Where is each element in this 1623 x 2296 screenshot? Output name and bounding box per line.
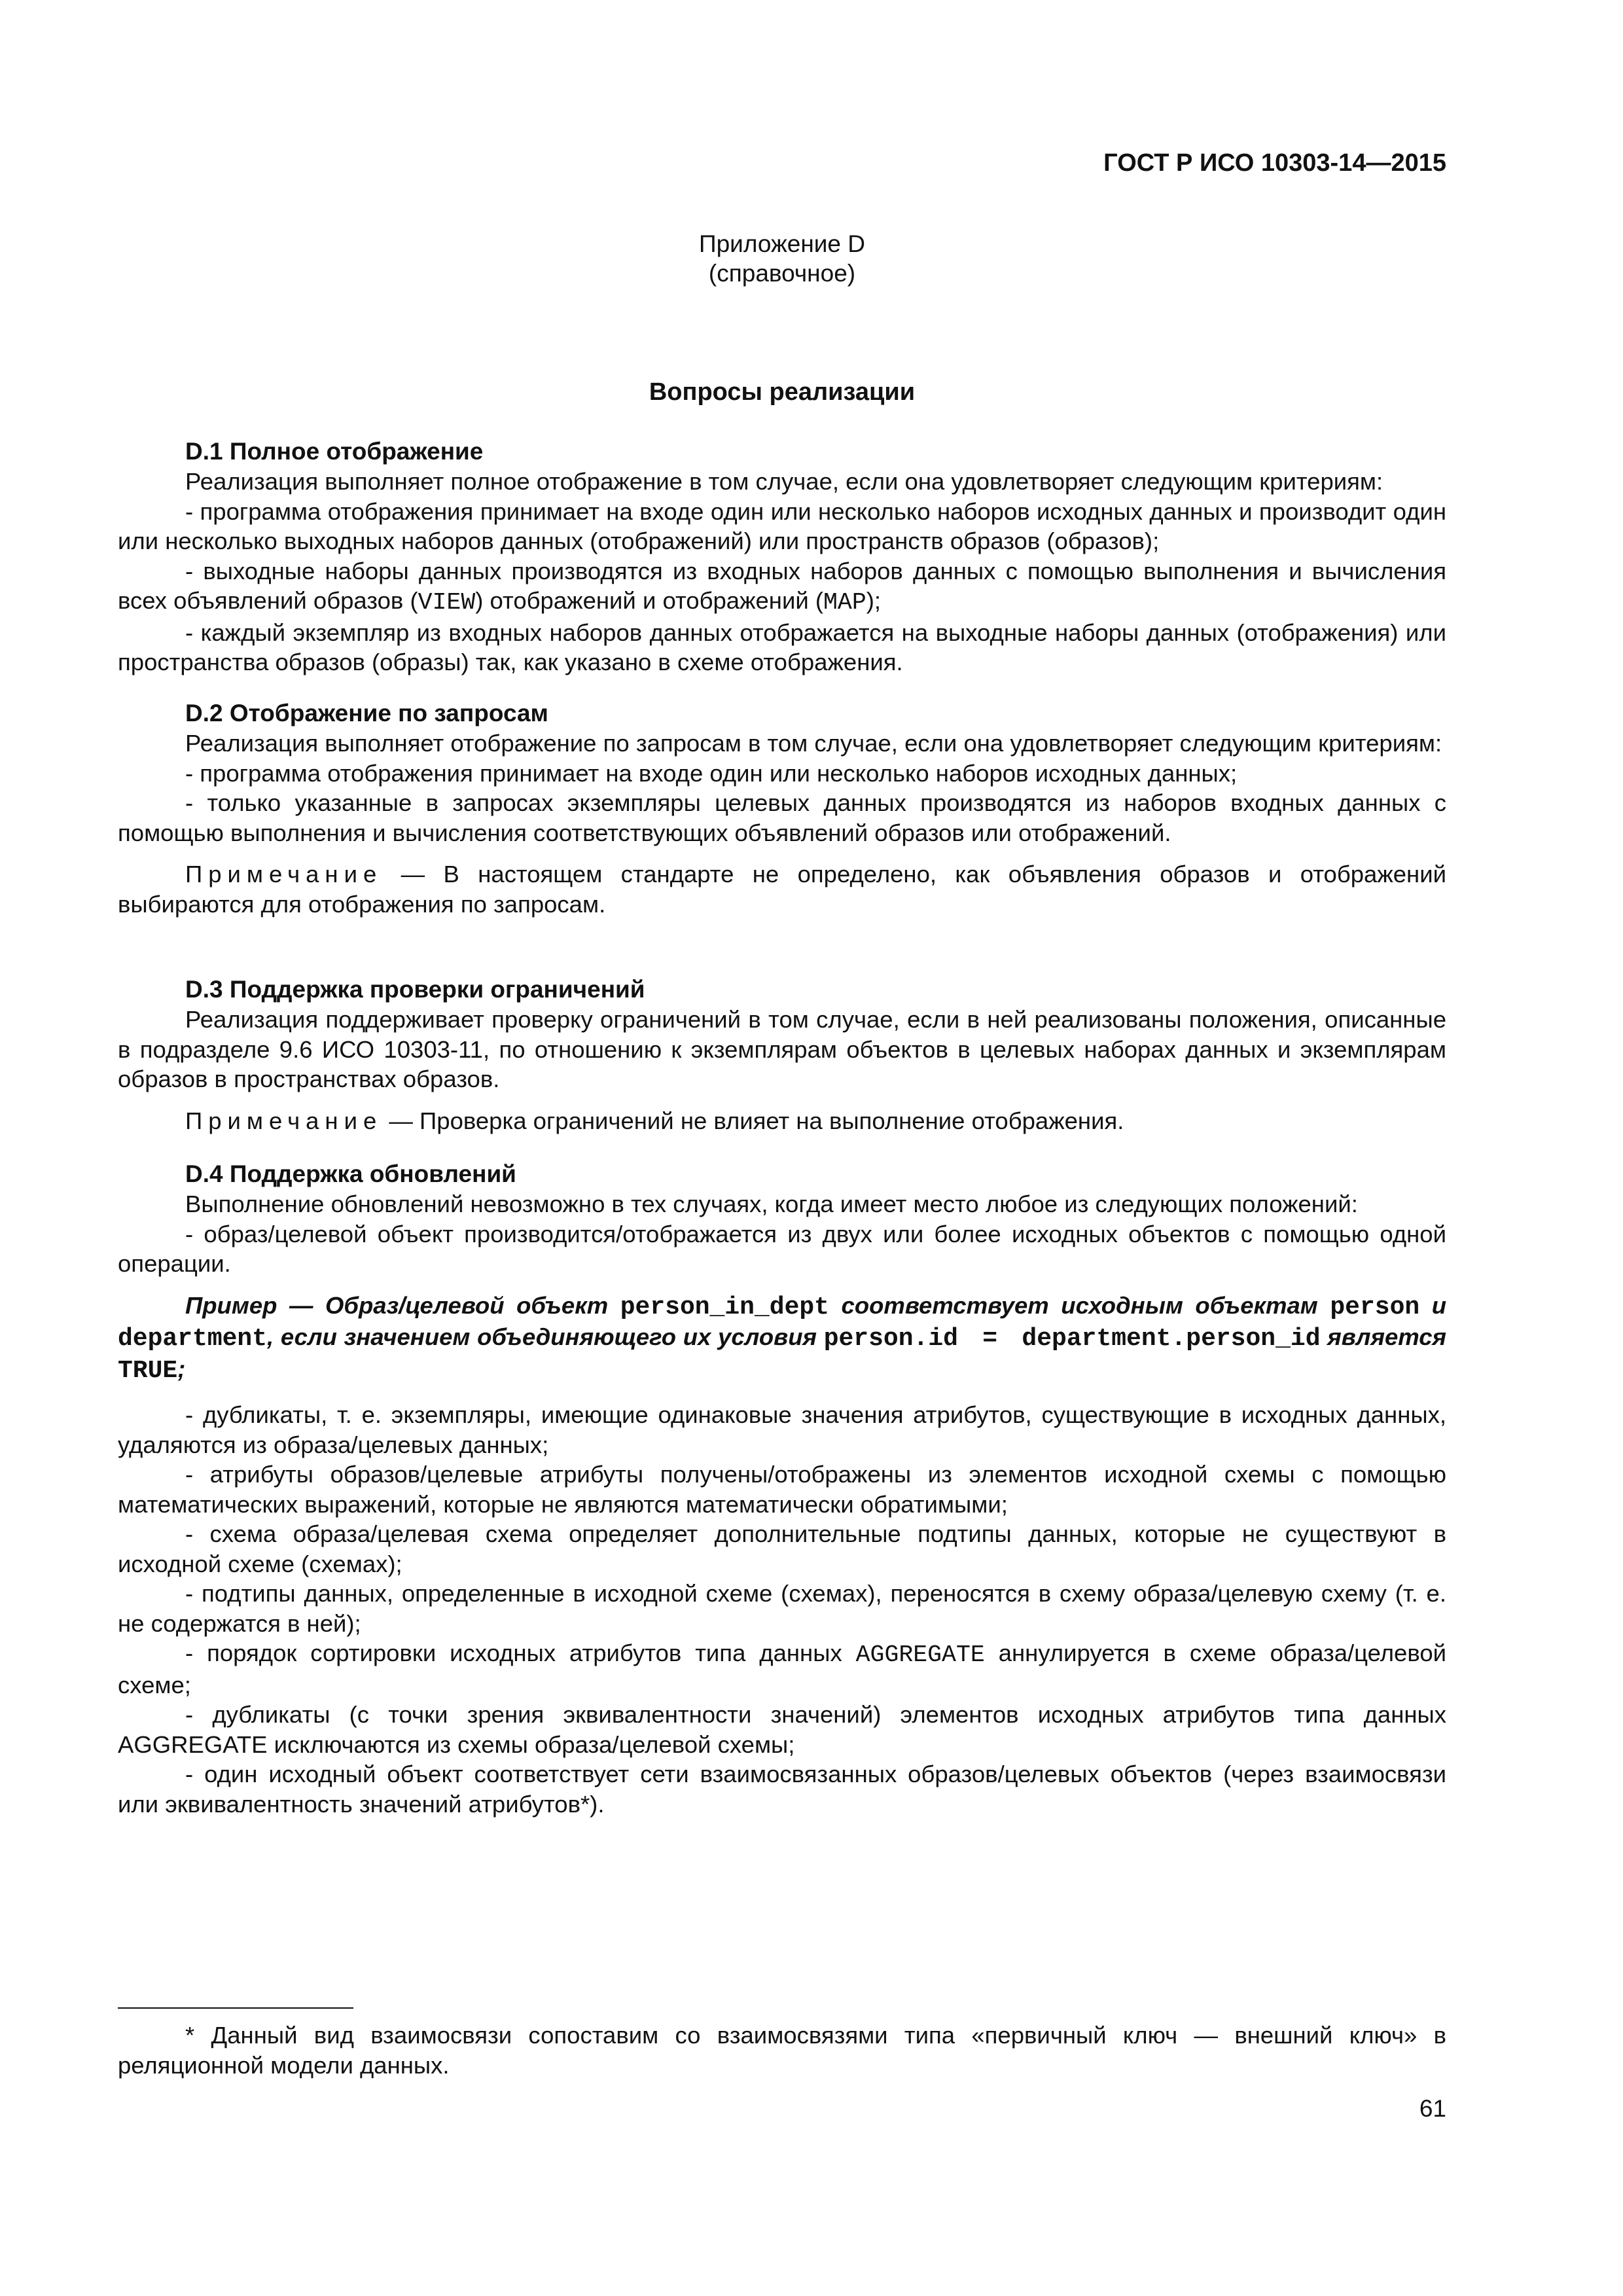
page-number: 61 [1419,2095,1446,2122]
code-person: person [1330,1293,1420,1321]
list-item: - дубликаты, т. е. экземпляры, имеющие одинаковые значения атрибутов, существующие в исходных данных, удаляются из образа/целевых данных; [118,1401,1446,1458]
example: Пример — Образ/целевой объект person_in_dept соответствует исходным объектам person и department, если значением объединяющего их условия person.id = department.person_id является TRUE; [118,1291,1447,1385]
list-item: - дубликаты (с точки зрения эквивалентности значений) элементов исходных атрибутов типа данных AGGREGATE исключаются из схемы образа/целевой схемы; [118,1701,1446,1758]
code-view: VIEW [418,589,476,616]
section-d1 [118,437,1446,677]
list-item: - подтипы данных, определенные в исходной схеме (схемах), переносятся в схему образа/целевую схему (т. е. не содержатся в ней); [118,1580,1446,1637]
note: Примечание — Проверка ограничений не влияет на выполнение отображения. [185,1107,1124,1134]
code-condition: person.id = department.person_id [823,1325,1321,1353]
section-d2 [118,698,1446,919]
list-item: - программа отображения принимает на входе один или несколько наборов исходных данных и производит один или несколько выходных наборов данных (отображений) или пространств образов (образов); [118,497,1446,554]
list-item: - выходные наборы данных производятся из входных наборов данных с помощью выполнения и вычисления всех объявлений образов (VIEW) отображений и отображений (MAP); [118,557,1446,616]
paragraph: Выполнение обновлений невозможно в тех случаях, когда имеет место любое из следующих положений: [185,1191,1358,1217]
section-d3 [118,975,1446,1136]
section-d2-heading: D.2 Отображение по запросам [185,700,548,726]
list-item: - только указанные в запросах экземпляры целевых данных производятся из наборов входных данных с помощью выполнения и вычисления соответствующих объявлений образов или отображений. [118,789,1446,846]
section-d1-heading: D.1 Полное отображение [185,438,484,465]
paragraph: Реализация выполняет отображение по запросам в том случае, если она удовлетворяет следующим критериям: [185,730,1442,757]
note-label: Примечание [185,861,383,888]
code-person-in-dept: person_in_dept [620,1293,829,1321]
section-d4-heading: D.4 Поддержка обновлений [185,1160,516,1187]
appendix-heading [118,229,1446,288]
list-item: - образ/целевой объект производится/отображается из двух или более исходных объектов с помощью одной операции. [118,1220,1446,1277]
footnote-separator [118,2007,353,2009]
paragraph: Реализация выполняет полное отображение в том случае, если она удовлетворяет следующим критериям: [185,468,1383,495]
footnote [118,2020,1446,2080]
list-item: - каждый экземпляр из входных наборов данных отображается на выходные наборы данных (отображения) или пространства образов (образы) так, как указано в схеме отображения. [118,619,1446,675]
note: Примечание — В настоящем стандарте не определено, как объявления образов и отображений выбираются для отображения по запросам. [118,861,1446,918]
list-item: - один исходный объект соответствует сети взаимосвязанных образов/целевых объектов (через взаимосвязи или эквивалентность значений атрибутов*). [118,1761,1446,1818]
section-d4 [118,1159,1446,1819]
note-label: Примечание [185,1107,383,1134]
appendix-label: Приложение D [698,230,865,257]
list-item: - порядок сортировки исходных атрибутов типа данных AGGREGATE аннулируется в схеме образа/целевой схеме; [118,1640,1447,1698]
paragraph: Реализация поддерживает проверку ограничений в том случае, если в ней реализованы положения, описанные в подразделе 9.6 ИСО 10303-11, по отношению к экземплярам объектов в целевых наборах данных и экземплярам образов в пространствах образов. [118,1006,1446,1092]
appendix-title: Вопросы реализации [649,378,916,406]
code-aggregate: AGGREGATE [855,1641,985,1668]
code-map: MAP [823,589,866,616]
list-item: - программа отображения принимает на входе один или несколько наборов исходных данных; [185,759,1238,787]
code-true: TRUE [118,1356,178,1385]
footnote-text: * Данный вид взаимосвязи сопоставим со взаимосвязями типа «первичный ключ — внешний ключ» в реляционной модели данных. [118,2022,1446,2079]
section-d3-heading: D.3 Поддержка проверки ограничений [185,976,645,1003]
standard-header: ГОСТ Р ИСО 10303-14—2015 [1103,149,1446,177]
appendix-type: (справочное) [708,260,856,287]
document-page [118,0,1446,2296]
list-item: - схема образа/целевая схема определяет дополнительные подтипы данных, которые не существуют в исходной схеме (схемах); [118,1520,1446,1577]
code-department: department [118,1325,268,1353]
list-item: - атрибуты образов/целевые атрибуты получены/отображены из элементов исходной схемы с помощью математических выражений, которые не являются математически обратимыми; [118,1461,1446,1518]
